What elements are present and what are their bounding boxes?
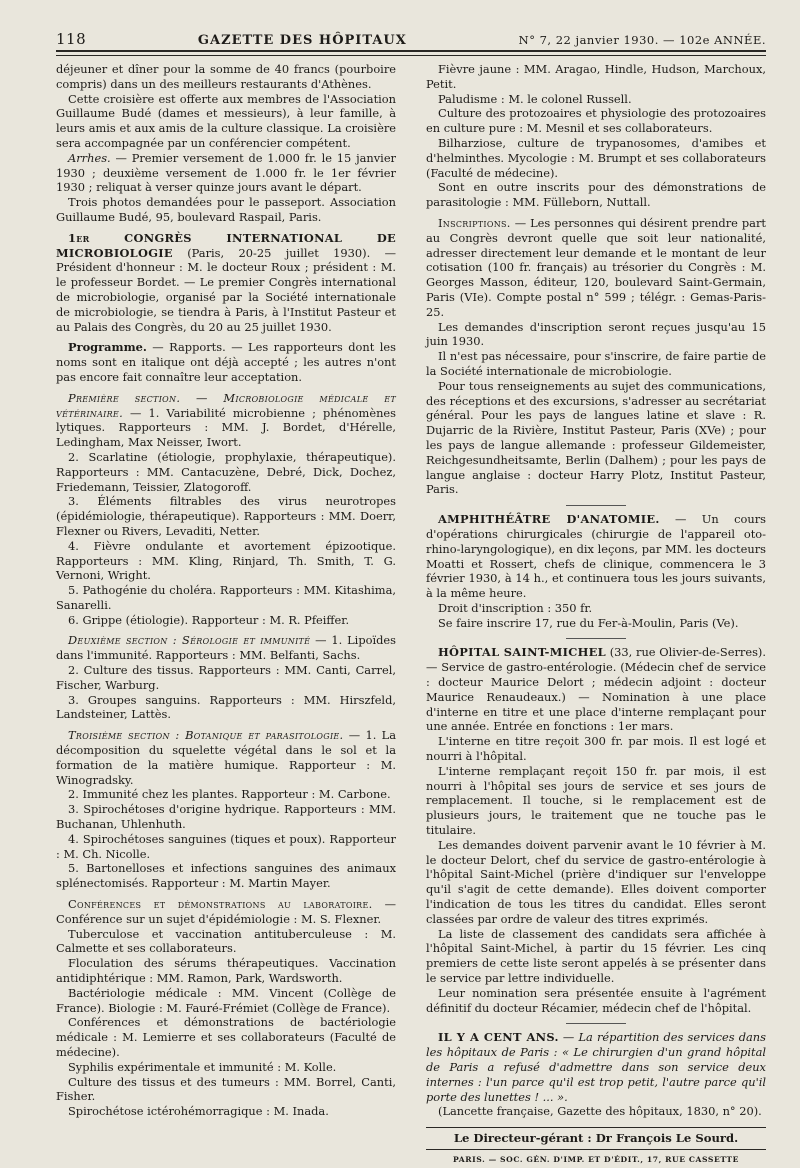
notice-congres bbox=[56, 231, 396, 335]
two-columns bbox=[56, 62, 766, 1168]
paragraph: Trois photos demandées pour le passeport. Association Guillaume Budé, 95, boulevard Raspail, Paris. bbox=[56, 195, 396, 224]
paragraph: Pour tous renseignements au sujet des communications, des réceptions et des excursions, s'adresser au secrétariat général. Pour les pays de langues latine et slave : R. Dujarric de la Rivière, Institut Pasteur, Paris (XVe) ; pour les pays de langue allemande : professeur Gildemeister, Reichgesundheitsamte, Berlin (Dalhem) ; pour les pays de langue anglaise : docteur Harry Plotz, Institut Pasteur, Paris. bbox=[426, 378, 766, 497]
issue-info: N° 7, 22 janvier 1930. — 102e ANNÉE. bbox=[518, 33, 766, 47]
notice-amphitheatre bbox=[426, 512, 766, 601]
paragraph-text: — 1. Lipoïdes dans l'immunité. Rapporteurs : MM. Belfanti, Sachs. bbox=[56, 633, 396, 663]
page-header bbox=[56, 30, 766, 52]
separator bbox=[566, 638, 626, 639]
printer-imprint: PARIS. — SOC. GÉN. D'IMP. ET D'ÉDIT., 17, RUE CASSETTE bbox=[452, 1154, 740, 1164]
section-title: Troisième section : Botanique et parasitologie. bbox=[68, 728, 344, 743]
paragraph-text: — Les personnes qui désirent prendre part au Congrès devront quelle que soit leur nationalité, adresser directement leur demande et le montant de leur cotisation (100 fr. français) au trésorier du Congrès : M. Georges Masson, éditeur, 120, boulevard Saint-Germain, Paris (VIe). Compte postal n° 599 ; télégr. : Gemas-Paris-25. bbox=[426, 215, 766, 319]
list-item: Syphilis expérimentale et immunité : M. Kolle. bbox=[68, 1059, 337, 1074]
notice-text: — Un cours d'opérations chirurgicales (chirurgie de l'appareil oto-rhino-laryngologique), en dix leçons, par MM. les docteurs Moatti et Rossert, chefs de clinique, commencera le 3 février 1930, à 14 h., et continuera tous les jours suivants, à la même heure. bbox=[426, 512, 766, 601]
list-item: 3. Éléments filtrables des virus neurotropes (épidémiologie, thérapeutique). Rapporteurs : MM. Doerr, Flexner ou Rivers, Levaditi, Netter. bbox=[56, 494, 396, 538]
notice-title: 1er CONGRÈS INTERNATIONAL DE MICROBIOLOGIE bbox=[56, 230, 396, 260]
list-item: Culture des tissus et des tumeurs : MM. Borrel, Canti, Fisher. bbox=[56, 1074, 396, 1104]
paragraph bbox=[426, 216, 766, 320]
list-item: 5. Pathogénie du choléra. Rapporteurs : MM. Kitashima, Sanarelli. bbox=[56, 583, 396, 612]
paragraph: L'interne remplaçant reçoit 150 fr. par mois, il est nourri à l'hôpital ses jours de service et ses jours de remplacement. Il touche, si le remplacement est de plusieurs jours, le traitement que ne touche pas le titulaire. bbox=[426, 763, 766, 838]
paragraph bbox=[56, 897, 396, 927]
inline-label: Programme. bbox=[68, 340, 147, 355]
list-item: 2. Scarlatine (étiologie, prophylaxie, thérapeutique). Rapporteurs : MM. Cantacuzène, Debré, Dick, Dochez, Friedemann, Teissier, Zlatogoroff. bbox=[56, 449, 396, 494]
notice-cent-ans bbox=[426, 1030, 766, 1104]
list-item: Floculation des sérums thérapeutiques. Vaccination antidiphtérique : MM. Ramon, Park, Wardsworth. bbox=[56, 956, 396, 986]
notice-title: AMPHITHÉÂTRE D'ANATOMIE. bbox=[438, 512, 660, 527]
paragraph: Les demandes doivent parvenir avant le 10 février à M. le docteur Delort, chef du service de gastro-entérologie à l'hôpital Saint-Michel (prière d'indiquer sur l'enveloppe qu'il s'agit de cette demande). Elles doivent comporter l'indication de tous les titres du candidat. Elles seront classées par ordre de valeur des titres exprimés. bbox=[426, 837, 766, 926]
list-item: Bilharziose, culture de trypanosomes, d'amibes et d'helminthes. Mycologie : M. Brumpt et ses collaborateurs (Faculté de médecine). bbox=[426, 135, 766, 180]
header-rule bbox=[56, 55, 766, 56]
paragraph bbox=[56, 391, 396, 450]
paragraph: (Lancette française, Gazette des hôpitaux, 1830, n° 20). bbox=[438, 1104, 762, 1119]
journal-title: GAZETTE DES HÔPITAUX bbox=[197, 33, 407, 48]
list-item: Culture des protozoaires et physiologie des protozoaires en culture pure : M. Mesnil et ses collaborateurs. bbox=[426, 106, 766, 136]
paragraph-text: — Premier versement de 1.000 fr. le 15 janvier 1930 ; deuxième versement de 1.000 fr. le 1er février 1930 ; reliquat à verser quinze jours avant le départ. bbox=[56, 150, 396, 195]
left-column bbox=[56, 62, 396, 1168]
section-title: Première section. — Microbiologie médicale et vétérinaire. bbox=[56, 390, 396, 420]
list-item: 3. Spirochétoses d'origine hydrique. Rapporteurs : MM. Buchanan, Uhlenhuth. bbox=[56, 802, 396, 832]
list-item: Paludisme : M. le colonel Russell. bbox=[438, 91, 632, 106]
paragraph: Droit d'inscription : 350 fr. bbox=[438, 600, 593, 615]
paragraph: déjeuner et dîner pour la somme de 40 francs (pourboire compris) dans un des meilleurs restaurants d'Athènes. bbox=[56, 62, 396, 91]
paragraph bbox=[56, 340, 396, 384]
paragraph: Il n'est pas nécessaire, pour s'inscrire, de faire partie de la Société internationale de microbiologie. bbox=[426, 349, 766, 378]
section-title: Deuxième section : Sérologie et immunité bbox=[68, 633, 311, 648]
list-item: 2. Culture des tissus. Rapporteurs : MM. Canti, Carrel, Fischer, Warburg. bbox=[56, 663, 396, 692]
paragraph-text: — Rapports. — Les rapporteurs dont les noms sont en italique ont déjà accepté ; les autres n'ont pas encore fait connaître leur acceptation. bbox=[56, 340, 396, 384]
list-item: 4. Fièvre ondulante et avortement épizootique. Rapporteurs : MM. Kling, Rinjard, Th. Smith, T. G. Vernoni, Wright. bbox=[56, 538, 396, 583]
paragraph: L'interne en titre reçoit 300 fr. par mois. Il est logé et nourri à l'hôpital. bbox=[426, 734, 766, 764]
paragraph-text: — 1. Variabilité microbienne ; phénomènes lytiques. Rapporteurs : MM. J. Bordet, d'Hérelle, Ledingham, Max Neisser, Iwort. bbox=[56, 405, 396, 450]
paragraph: Cette croisière est offerte aux membres de l'Association Guillaume Budé (dames et messieurs), à leur famille, à leurs amis et aux amis de la culture classique. La croisière sera accompagnée par un conférencier compétent. bbox=[56, 91, 396, 150]
paragraph-text: — Conférence sur un sujet d'épidémiologie : M. S. Flexner. bbox=[56, 897, 396, 926]
list-item: Tuberculose et vaccination antituberculeuse : M. Calmette et ses collaborateurs. bbox=[56, 926, 396, 956]
paragraph: Les demandes d'inscription seront reçues jusqu'au 15 juin 1930. bbox=[426, 319, 766, 349]
notice-text: (33, rue Olivier-de-Serres). — Service de gastro-entérologie. (Médecin chef de service : docteur Maurice Delort ; médecin adjoint : docteur Maurice Renaudeaux.) — Nomination à une place d'interne en titre et une place d'interne remplaçant pour une année. Entrée en fonctions : 1er mars. bbox=[426, 645, 766, 734]
paragraph: Leur nomination sera présentée ensuite à l'agrément définitif du docteur Récamier, médecin chef de l'hôpital. bbox=[426, 985, 766, 1015]
section-title: Conférences et démonstrations au laboratoire. bbox=[68, 897, 373, 912]
paragraph: Se faire inscrire 17, rue du Fer-à-Moulin, Paris (Ve). bbox=[438, 615, 739, 630]
paragraph bbox=[56, 633, 396, 663]
paragraph: La liste de classement des candidats sera affichée à l'hôpital Saint-Michel, à partir du 15 février. Les cinq premiers de cette liste seront appelés à se présenter dans le service par lettre individuelle. bbox=[426, 926, 766, 986]
paragraph bbox=[56, 151, 396, 195]
list-item: 5. Bartonelloses et infections sanguines des animaux splénectomisés. Rapporteur : M. Martin Mayer. bbox=[56, 861, 396, 891]
list-item: Bactériologie médicale : MM. Vincent (Collège de France). Biologie : M. Fauré-Frémiet (Collège de France). bbox=[56, 985, 396, 1015]
list-item: Sont en outre inscrits pour des démonstrations de parasitologie : MM. Fülleborn, Nuttall. bbox=[426, 180, 766, 210]
list-item: Conférences et démonstrations de bactériologie médicale : M. Lemierre et ses collaborateurs (Faculté de médecine). bbox=[56, 1015, 396, 1059]
separator bbox=[566, 505, 626, 506]
paragraph-text: — 1. La décomposition du squelette végétal dans le sol et la formation de la matière humique. Rapporteur : M. Winogradsky. bbox=[56, 728, 396, 787]
notice-text: — La répartition des services dans les hôpitaux de Paris : « Le chirurgien d'un grand hôpital de Paris a refusé d'admettre dans son service deux internes : l'un parce qu'il est trop petit, l'autre parce qu'il porte des lunettes ! ... ». bbox=[426, 1030, 766, 1104]
right-column bbox=[426, 62, 766, 1168]
list-item: 6. Grippe (étiologie). Rapporteur : M. R. Pfeiffer. bbox=[68, 612, 350, 627]
list-item: Fièvre jaune : MM. Aragao, Hindle, Hudson, Marchoux, Petit. bbox=[426, 62, 766, 91]
notice-text: (Paris, 20-25 juillet 1930). — Président d'honneur : M. le docteur Roux ; président : M. le professeur Bordet. — Le premier Congrès international de microbiologie, organisé par la Société internationale de microbiologie, se tiendra à Paris, à l'Institut Pasteur et au Palais des Congrès, du 20 au 25 juillet 1930. bbox=[56, 245, 396, 334]
inline-label: Inscriptions. bbox=[438, 215, 511, 230]
inline-label: Arrhes. bbox=[68, 150, 111, 165]
paragraph bbox=[56, 728, 396, 787]
notice-title: HÔPITAL SAINT-MICHEL bbox=[438, 645, 606, 660]
list-item: 4. Spirochétoses sanguines (tiques et poux). Rapporteur : M. Ch. Nicolle. bbox=[56, 831, 396, 861]
list-item: Spirochétose ictérohémorragique : M. Inada. bbox=[68, 1104, 329, 1119]
notice-hopital bbox=[426, 645, 766, 734]
list-item: 3. Groupes sanguins. Rapporteurs : MM. Hirszfeld, Landsteiner, Lattès. bbox=[56, 692, 396, 722]
list-item: 2. Immunité chez les plantes. Rapporteur : M. Carbone. bbox=[68, 787, 391, 802]
notice-title: IL Y A CENT ANS. bbox=[438, 1030, 559, 1045]
director-signature: Le Directeur-gérant : Dr François Le Sourd. bbox=[426, 1127, 766, 1150]
page-number: 118 bbox=[56, 30, 87, 48]
separator bbox=[566, 1023, 626, 1024]
